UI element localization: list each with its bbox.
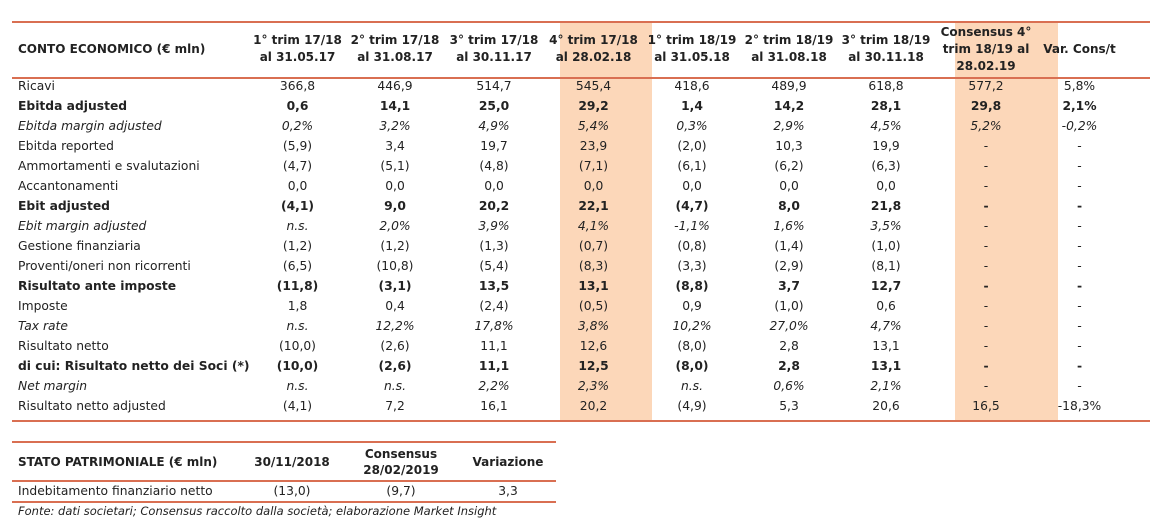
row-value: 13,5 xyxy=(478,279,510,293)
row-value: 29,8 xyxy=(970,99,1002,113)
row-value: (0,7) xyxy=(578,239,609,253)
row-value: (10,0) xyxy=(276,359,319,373)
row-value: 0,0 xyxy=(484,179,504,193)
row-value: 10,3 xyxy=(775,139,803,153)
row-value: 446,9 xyxy=(377,79,413,93)
row-value: 5,2% xyxy=(970,119,1002,133)
row-value: 2,2% xyxy=(478,379,510,393)
row-value: 0,0 xyxy=(682,179,702,193)
row-value: 19,9 xyxy=(872,139,900,153)
row-value: - xyxy=(983,259,989,273)
row-value: 0,3% xyxy=(676,119,708,133)
row-value: 3,4 xyxy=(385,139,405,153)
income-statement-table xyxy=(14,22,1122,416)
row-value: 4,5% xyxy=(870,119,902,133)
row-value: 366,8 xyxy=(279,79,316,93)
row-value: (2,6) xyxy=(380,339,410,353)
income-header-cell: Var. Cons/t xyxy=(1043,41,1116,56)
table-row xyxy=(14,156,1122,176)
row-value: 1,8 xyxy=(287,299,308,313)
row-value: (8,3) xyxy=(578,259,609,273)
row-value: 418,6 xyxy=(674,79,710,93)
row-value: 27,0% xyxy=(769,319,809,333)
table-row xyxy=(14,276,1122,296)
row-value: 577,2 xyxy=(968,79,1004,93)
income-header-cell: 2° trim 18/19 al 31.08.18 xyxy=(744,33,834,64)
row-value: (6,5) xyxy=(282,259,313,273)
row-value: (2,4) xyxy=(479,299,509,313)
row-label: Risultato netto xyxy=(18,339,109,353)
row-label: Ricavi xyxy=(18,79,55,93)
balance-header-cell: Variazione xyxy=(472,455,544,469)
row-label: di cui: Risultato netto dei Soci (*) xyxy=(18,359,250,373)
row-value: 19,7 xyxy=(480,139,508,153)
row-label: Accantonamenti xyxy=(18,179,119,193)
row-value: 16,5 xyxy=(972,399,1000,413)
row-value: (1,0) xyxy=(774,299,804,313)
row-value: 2,8 xyxy=(779,339,799,353)
row-value: 0,0 xyxy=(385,179,405,193)
row-value: - xyxy=(1077,179,1082,193)
row-value: 2,1% xyxy=(1062,99,1097,113)
row-value: 0,2% xyxy=(281,119,314,133)
balance-header-row xyxy=(14,443,554,481)
row-value: 2,9% xyxy=(773,119,805,133)
balance-header-label: STATO PATRIMONIALE (€ mln) xyxy=(18,455,218,469)
row-value: 0,6 xyxy=(876,299,896,313)
row-value: - xyxy=(983,239,989,253)
row-value: 3,7 xyxy=(778,279,800,293)
row-value: (11,8) xyxy=(276,279,319,293)
row-value: 5,4% xyxy=(577,119,610,133)
row-value: 0,9 xyxy=(682,299,702,313)
row-label: Ebitda reported xyxy=(18,139,114,153)
row-value: 0,6% xyxy=(773,379,805,393)
row-value: - xyxy=(1077,339,1082,353)
row-label: Gestione finanziaria xyxy=(18,239,141,253)
row-value: (1,4) xyxy=(774,239,804,253)
income-header-row xyxy=(14,22,1122,76)
row-value: (6,1) xyxy=(677,159,707,173)
row-value: 0,4 xyxy=(385,299,405,313)
row-value: (10,0) xyxy=(279,339,316,353)
row-value: 16,1 xyxy=(480,399,508,413)
row-value: 5,3 xyxy=(779,399,799,413)
table-row xyxy=(14,356,1122,376)
income-header-cell: 1° trim 18/19 al 31.05.18 xyxy=(647,33,737,64)
row-value: 14,1 xyxy=(379,99,411,113)
row-value: (7,1) xyxy=(578,159,609,173)
row-value: 4,1% xyxy=(577,219,610,233)
table-row xyxy=(14,136,1122,156)
table-row xyxy=(14,481,554,501)
row-value: (5,1) xyxy=(380,159,410,173)
row-label: Imposte xyxy=(18,299,68,313)
income-header-cell: 4° trim 17/18 al 28.02.18 xyxy=(549,33,638,64)
row-value: 3,5% xyxy=(870,219,902,233)
row-label: Risultato netto adjusted xyxy=(18,399,166,413)
row-value: (10,8) xyxy=(376,259,414,273)
row-value: (1,0) xyxy=(871,239,901,253)
row-value: 14,2 xyxy=(773,99,805,113)
row-label: Ebit adjusted xyxy=(18,199,110,213)
row-value: 23,9 xyxy=(579,139,608,153)
row-label: Ebitda adjusted xyxy=(18,99,128,113)
row-value: - xyxy=(1077,239,1082,253)
row-value: - xyxy=(983,319,989,333)
row-value: (9,7) xyxy=(386,484,416,498)
row-value: (13,0) xyxy=(273,484,311,498)
row-value: 12,7 xyxy=(870,279,902,293)
balance-header-cell: Consensus 28/02/2019 xyxy=(363,447,439,477)
row-value: 13,1 xyxy=(872,339,900,353)
row-value: n.s. xyxy=(680,379,704,393)
row-value: 29,2 xyxy=(578,99,609,113)
row-value: 8,0 xyxy=(778,199,800,213)
table-row xyxy=(14,376,1122,396)
row-value: (3,1) xyxy=(378,279,412,293)
table-row xyxy=(14,116,1122,136)
row-value: - xyxy=(983,339,989,353)
table-row xyxy=(14,96,1122,116)
row-value: - xyxy=(1076,279,1083,293)
row-value: 10,2% xyxy=(672,319,712,333)
row-value: 0,0 xyxy=(779,179,799,193)
row-value: (0,8) xyxy=(677,239,707,253)
table-row xyxy=(14,256,1122,276)
row-value: (0,5) xyxy=(578,299,609,313)
row-value: 12,5 xyxy=(578,359,609,373)
row-value: n.s. xyxy=(286,379,309,393)
row-value: - xyxy=(983,159,989,173)
row-value: 0,0 xyxy=(583,179,604,193)
row-value: 17,8% xyxy=(474,319,514,333)
row-value: 2,0% xyxy=(379,219,411,233)
row-value: 3,8% xyxy=(577,319,610,333)
row-value: 7,2 xyxy=(385,399,405,413)
row-value: - xyxy=(1077,159,1082,173)
row-value: 28,1 xyxy=(870,99,902,113)
row-value: 3,3 xyxy=(498,484,518,498)
row-label: Indebitamento finanziario netto xyxy=(18,484,213,498)
row-value: 5,8% xyxy=(1063,79,1096,93)
table-row xyxy=(14,236,1122,256)
main-table-bottom-rule xyxy=(12,420,1150,422)
row-value: (6,2) xyxy=(774,159,804,173)
table-row xyxy=(14,216,1122,236)
row-value: 3,9% xyxy=(478,219,510,233)
row-label: Ebit margin adjusted xyxy=(18,219,147,233)
income-header-cell: 2° trim 17/18 al 31.08.17 xyxy=(350,33,440,64)
row-value: (6,3) xyxy=(871,159,901,173)
row-value: 545,4 xyxy=(575,79,612,93)
row-value: (1,2) xyxy=(282,239,313,253)
table-row xyxy=(14,316,1122,336)
row-value: 20,6 xyxy=(872,399,900,413)
income-header-cell: Consensus 4° trim 18/19 al 28.02.19 xyxy=(940,24,1032,73)
row-value: 13,1 xyxy=(870,359,902,373)
row-value: (3,3) xyxy=(677,259,707,273)
income-header-cell: 1° trim 17/18 al 31.05.17 xyxy=(253,33,342,64)
row-value: -0,2% xyxy=(1061,119,1098,133)
row-value: 9,0 xyxy=(384,199,406,213)
row-value: 20,2 xyxy=(478,199,510,213)
income-header-cell: 3° trim 18/19 al 30.11.18 xyxy=(841,33,931,64)
table-row xyxy=(14,296,1122,316)
table-row xyxy=(14,76,1122,96)
row-value: - xyxy=(983,199,989,213)
row-value: (5,4) xyxy=(479,259,509,273)
row-value: - xyxy=(983,279,989,293)
row-value: - xyxy=(1076,199,1083,213)
row-value: - xyxy=(983,179,989,193)
row-value: 21,8 xyxy=(870,199,902,213)
balance-header-cell: 30/11/2018 xyxy=(254,455,330,469)
row-value: - xyxy=(1077,299,1082,313)
row-label: Net margin xyxy=(18,379,88,393)
row-value: (4,9) xyxy=(677,399,707,413)
row-value: 1,6% xyxy=(773,219,805,233)
balance-sheet-table xyxy=(14,443,554,501)
row-label: Ammortamenti e svalutazioni xyxy=(18,159,200,173)
row-value: (8,0) xyxy=(675,359,709,373)
row-value: -1,1% xyxy=(674,219,710,233)
row-value: 13,1 xyxy=(578,279,609,293)
row-value: - xyxy=(1077,139,1082,153)
row-value: 4,9% xyxy=(478,119,510,133)
row-value: 4,7% xyxy=(870,319,902,333)
row-value: - xyxy=(1076,359,1083,373)
row-value: 25,0 xyxy=(478,99,510,113)
income-header-label: CONTO ECONOMICO (€ mln) xyxy=(18,41,206,56)
row-value: (8,8) xyxy=(675,279,709,293)
row-value: 12,6 xyxy=(579,339,608,353)
row-value: (4,7) xyxy=(675,199,709,213)
row-value: 22,1 xyxy=(578,199,609,213)
row-value: (2,6) xyxy=(378,359,412,373)
row-label: Tax rate xyxy=(18,319,68,333)
row-value: 12,2% xyxy=(375,319,415,333)
row-value: - xyxy=(983,359,989,373)
row-value: 489,9 xyxy=(771,79,807,93)
row-value: - xyxy=(1077,219,1082,233)
row-value: (8,0) xyxy=(677,339,707,353)
row-label: Risultato ante imposte xyxy=(18,279,177,293)
row-value: 11,1 xyxy=(480,339,508,353)
balance-table-bottom-rule xyxy=(12,501,556,503)
row-value: - xyxy=(983,139,989,153)
row-value: - xyxy=(983,379,989,393)
table-row xyxy=(14,176,1122,196)
row-value: (2,9) xyxy=(774,259,804,273)
row-value: (2,0) xyxy=(677,139,707,153)
row-value: (4,1) xyxy=(282,399,313,413)
row-value: n.s. xyxy=(286,319,309,333)
row-value: 0,0 xyxy=(287,179,308,193)
row-value: n.s. xyxy=(286,219,309,233)
row-value: 3,2% xyxy=(379,119,411,133)
row-value: - xyxy=(1077,259,1082,273)
row-value: 0,0 xyxy=(876,179,896,193)
row-value: - xyxy=(983,299,989,313)
row-value: 2,3% xyxy=(577,379,610,393)
row-value: (5,9) xyxy=(282,139,313,153)
row-value: (4,7) xyxy=(282,159,313,173)
income-header-cell: 3° trim 17/18 al 30.11.17 xyxy=(449,33,539,64)
row-value: n.s. xyxy=(383,379,407,393)
row-value: 0,6 xyxy=(286,99,309,113)
row-label: Proventi/oneri non ricorrenti xyxy=(18,259,191,273)
row-value: 2,8 xyxy=(778,359,800,373)
source-footnote: Fonte: dati societari; Consensus raccolto dalla società; elaborazione Market Insight xyxy=(18,504,497,518)
table-row xyxy=(14,336,1122,356)
row-value: (4,8) xyxy=(479,159,509,173)
row-value: (1,2) xyxy=(380,239,410,253)
row-value: (1,3) xyxy=(479,239,509,253)
row-value: - xyxy=(1077,319,1082,333)
row-value: -18,3% xyxy=(1057,399,1102,413)
row-label: Ebitda margin adjusted xyxy=(18,119,162,133)
row-value: - xyxy=(983,219,989,233)
row-value: 11,1 xyxy=(478,359,510,373)
row-value: (4,1) xyxy=(280,199,315,213)
table-row xyxy=(14,396,1122,416)
row-value: 514,7 xyxy=(476,79,512,93)
row-value: 618,8 xyxy=(868,79,904,93)
row-value: 2,1% xyxy=(870,379,902,393)
row-value: 20,2 xyxy=(579,399,608,413)
table-row xyxy=(14,196,1122,216)
row-value: 1,4 xyxy=(681,99,703,113)
row-value: (8,1) xyxy=(871,259,901,273)
row-value: - xyxy=(1077,379,1082,393)
